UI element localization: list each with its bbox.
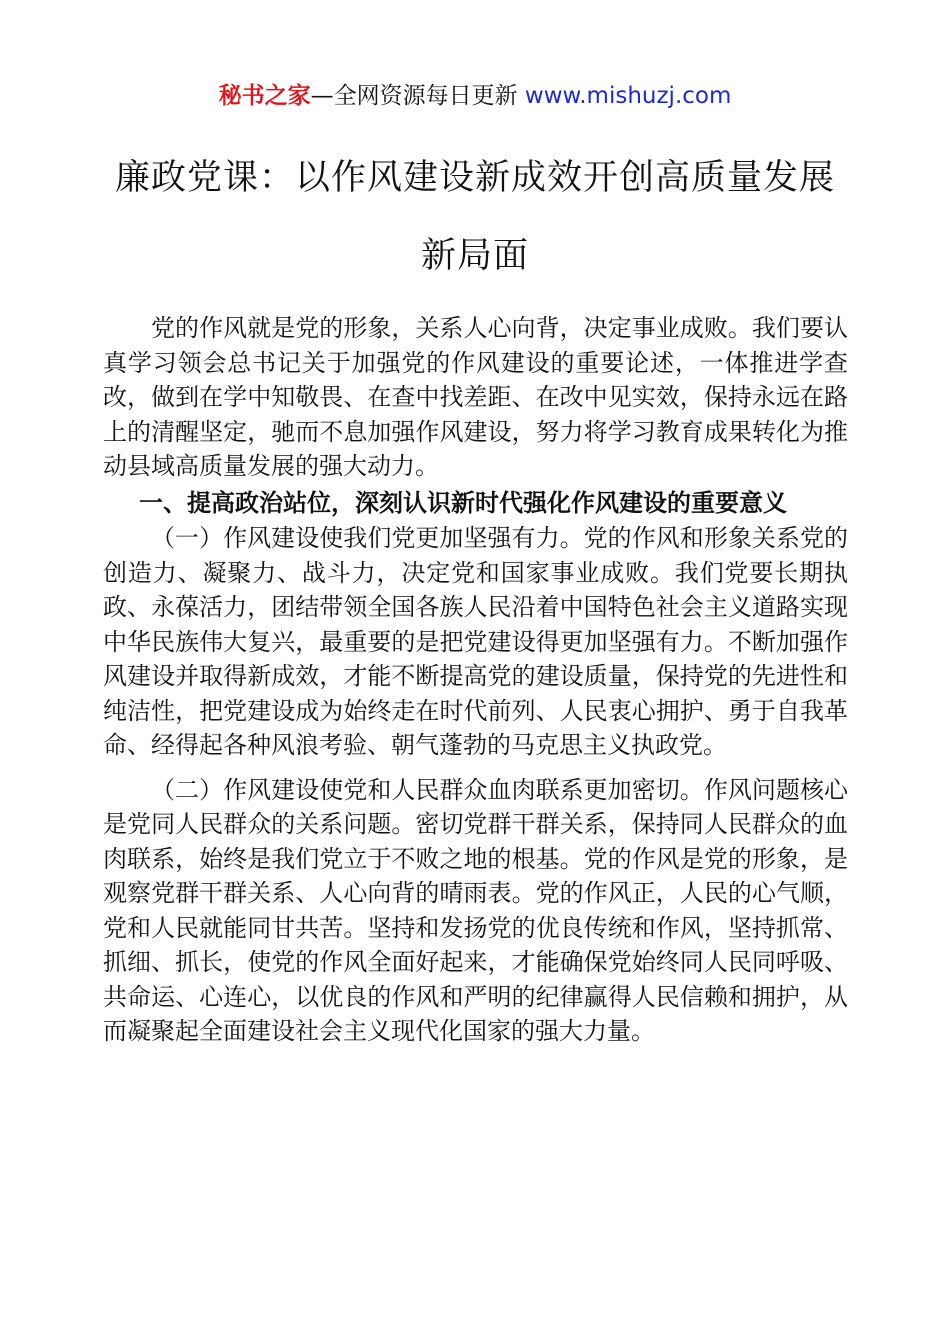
body-paragraph: （二）作风建设使党和人民群众血肉联系更加密切。作风问题核心是党同人民群众的关系问题。密切党群干群关系，保持同人民群众的血肉联系，始终是我们党立于不败之地的根基。党的作风是党的形象，是观察党群干群关系、人心向背的晴雨表。党的作风正，人民的心气顺，党和人民就能同甘共苦。坚持和发扬党的优良传统和作风，坚持抓常、抓细、抓长，使党的作风全面好起来，才能确保党始终同人民同呼吸、共命运、心连心，以优良的作风和严明的纪律赢得人民信赖和拥护，从而凝聚起全面建设社会主义现代化国家的强大力量。 bbox=[103, 775, 848, 1045]
site-header bbox=[0, 80, 950, 112]
body-paragraph: （一）作风建设使我们党更加坚强有力。党的作风和形象关系党的创造力、凝聚力、战斗力，决定党和国家事业成败。我们党要长期执政、永葆活力，团结带领全国各族人民沿着中国特色社会主义道路实现中华民族伟大复兴，最重要的是把党建设得更加坚强有力。不断加强作风建设并取得新成效，才能不断提高党的建设质量，保持党的先进性和纯洁性，把党建设成为始终走在时代前列、人民衷心拥护、勇于自我革命、经得起各种风浪考验、朝气蓬勃的马克思主义执政党。 bbox=[103, 524, 848, 759]
site-url-link[interactable]: www.mishuzj.com bbox=[524, 83, 732, 109]
section-heading: 一、提高政治站位，深刻认识新时代强化作风建设的重要意义 bbox=[139, 488, 787, 517]
intro-paragraph: 党的作风就是党的形象，关系人心向背，决定事业成败。我们要认真学习领会总书记关于加强党的作风建设的重要论述，一体推进学查改，做到在学中知敬畏、在查中找差距、在改中见实效，保持永远在路上的清醒坚定，驰而不息加强作风建设，努力将学习教育成果转化为推动县域高质量发展的强大动力。 bbox=[103, 314, 848, 480]
document-title: 廉政党课：以作风建设新成效开创高质量发展新局面 bbox=[114, 158, 835, 276]
site-tagline: —全网资源每日更新 bbox=[310, 83, 525, 109]
document-body bbox=[103, 311, 848, 1049]
site-brand: 秘书之家 bbox=[218, 83, 311, 109]
